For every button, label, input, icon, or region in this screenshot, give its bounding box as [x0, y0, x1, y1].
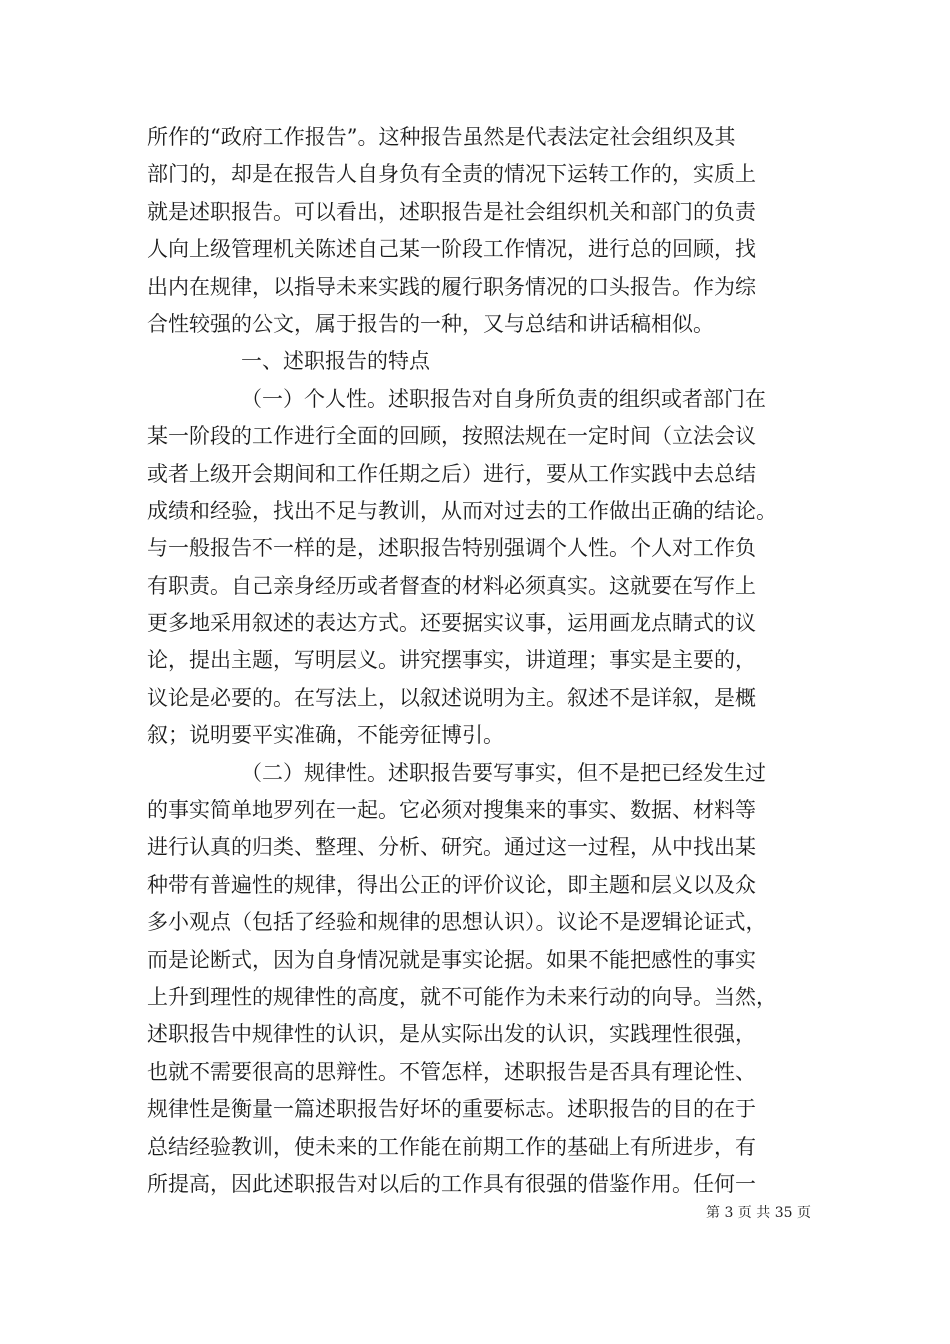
- text-line: 就是述职报告。可以看出，述职报告是社会组织机关和部门的负责: [147, 199, 756, 224]
- text-line: 叙；说明要平实准确，不能旁征博引。: [147, 723, 504, 748]
- text-line: 更多地采用叙述的表达方式。还要据实议事，运用画龙点睛式的议: [147, 611, 756, 636]
- text-line: 议论是必要的。在写法上，以叙述说明为主。叙述不是详叙，是概: [147, 685, 756, 710]
- text-line: 论，提出主题，写明层义。讲究摆事实，讲道理；事实是主要的，: [147, 648, 756, 673]
- text-line: 总结经验教训，使未来的工作能在前期工作的基础上有所进步，有: [147, 1134, 756, 1159]
- text-line: 有职责。自己亲身经历或者督查的材料必须真实。这就要在写作上: [147, 573, 756, 598]
- text-line: 成绩和经验，找出不足与教训，从而对过去的工作做出正确的结论。: [147, 498, 777, 523]
- text-line: 述职报告中规律性的认识，是从实际出发的认识，实践理性很强，: [147, 1022, 756, 1047]
- text-line: 上升到理性的规律性的高度，就不可能作为未来行动的向导。当然，: [147, 984, 777, 1009]
- text-line: 合性较强的公文，属于报告的一种，又与总结和讲话稿相似。: [147, 311, 714, 336]
- page-number: 第 3 页 共 35 页: [706, 1205, 811, 1221]
- text-line: 或者上级开会期间和工作任期之后）进行，要从工作实践中去总结: [147, 461, 756, 486]
- text-line: 多小观点（包括了经验和规律的思想认识）。议论不是逻辑论证式，: [147, 910, 767, 935]
- text-line: 某一阶段的工作进行全面的回顾，按照法规在一定时间（立法会议: [147, 424, 756, 449]
- text-line: 所作的“政府工作报告”。这种报告虽然是代表法定社会组织及其: [147, 125, 736, 149]
- subsection-heading-line: （二）规律性。述职报告要写事实，但不是把已经发生过: [241, 760, 766, 785]
- text-line: 与一般报告不一样的是，述职报告特别强调个人性。个人对工作负: [147, 536, 756, 561]
- text-line: 也就不需要很高的思辩性。不管怎样，述职报告是否具有理论性、: [147, 1059, 756, 1084]
- text-line: 规律性是衡量一篇述职报告好坏的重要标志。述职报告的目的在于: [147, 1097, 756, 1122]
- text-line: 进行认真的归类、整理、分析、研究。通过这一过程，从中找出某: [147, 835, 756, 860]
- text-line: 部门的，却是在报告人自身负有全责的情况下运转工作的，实质上: [147, 162, 756, 187]
- text-line: 人向上级管理机关陈述自己某一阶段工作情况，进行总的回顾，找: [147, 237, 756, 262]
- text-line: 而是论断式，因为自身情况就是事实论据。如果不能把感性的事实: [147, 947, 756, 972]
- text-line: 的事实简单地罗列在一起。它必须对搜集来的事实、数据、材料等: [147, 798, 756, 823]
- body-text: [147, 119, 827, 1203]
- text-line: 所提高，因此述职报告对以后的工作具有很强的借鉴作用。任何一: [147, 1171, 756, 1196]
- section-heading: 一、述职报告的特点: [241, 349, 430, 374]
- subsection-heading-line: （一）个人性。述职报告对自身所负责的组织或者部门在: [241, 386, 766, 411]
- text-line: 种带有普遍性的规律，得出公正的评价议论，即主题和层义以及众: [147, 872, 756, 897]
- text-line: 出内在规律，以指导未来实践的履行职务情况的口头报告。作为综: [147, 274, 756, 299]
